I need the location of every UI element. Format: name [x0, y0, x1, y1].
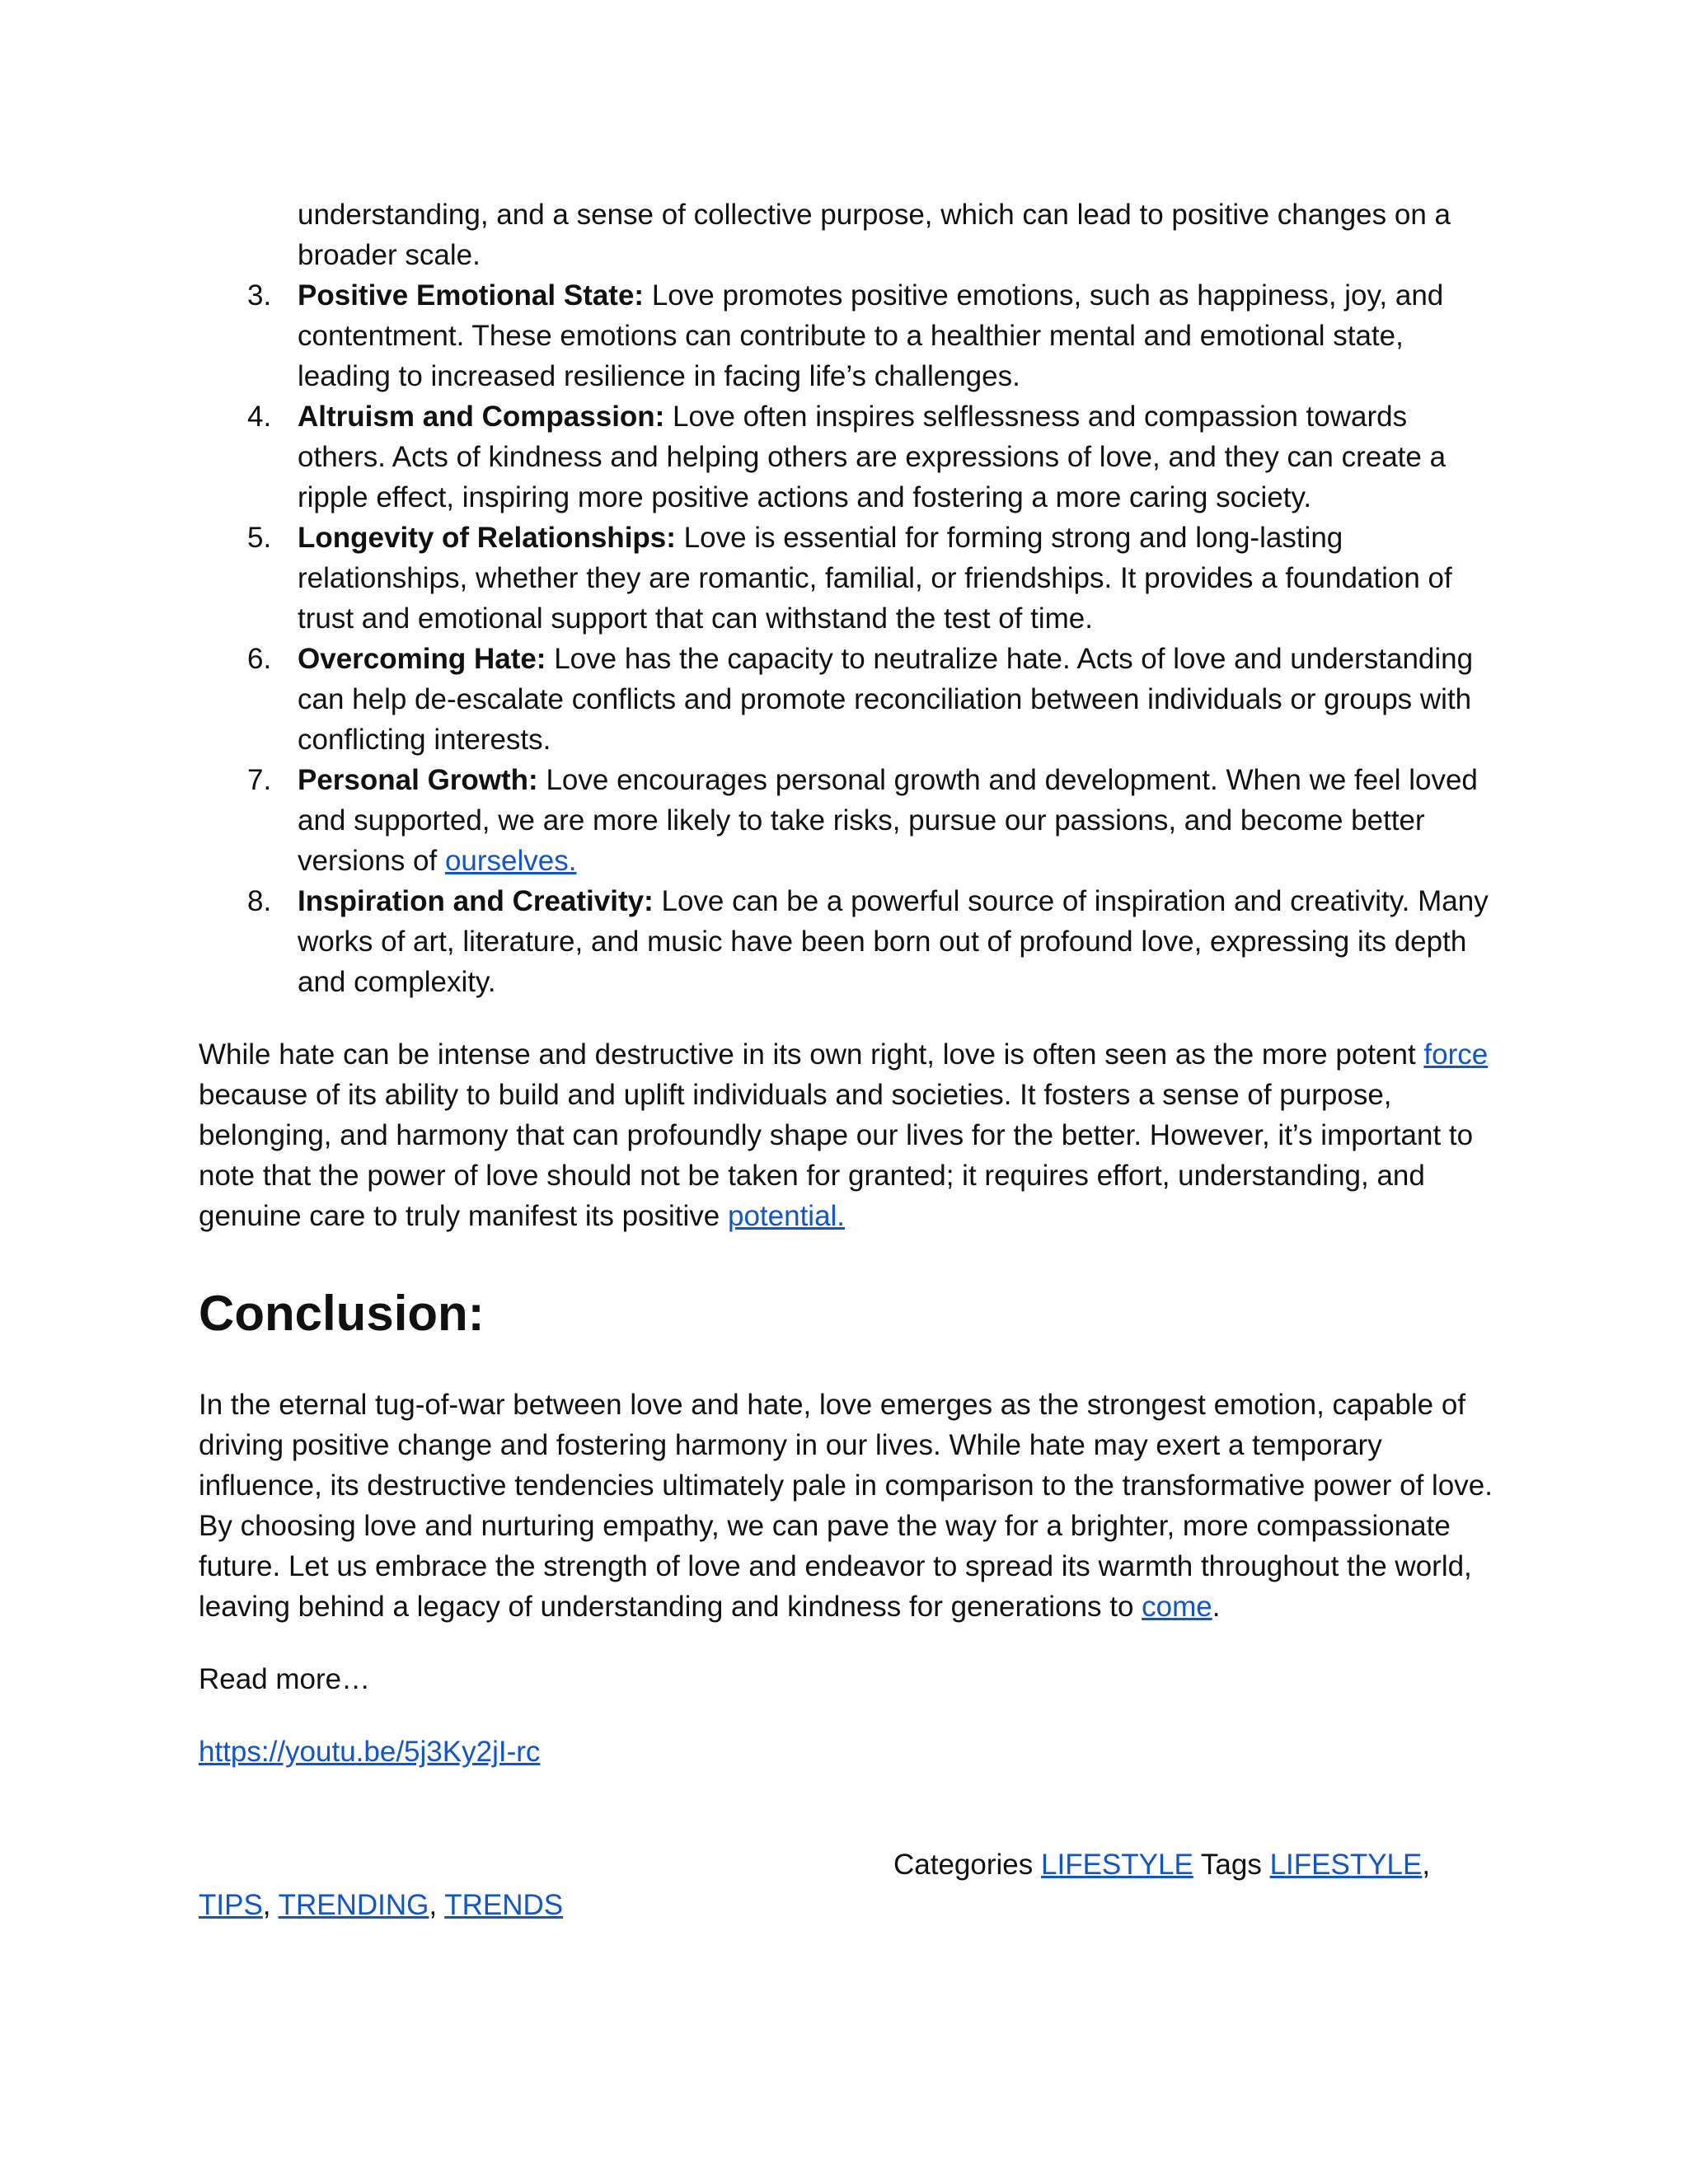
paragraph-text: While hate can be intense and destructive in its own right, love is often seen as the more potent — [199, 1038, 1424, 1071]
tag-separator: , — [1422, 1849, 1431, 1881]
video-link-paragraph — [199, 1732, 1493, 1772]
read-more-text: Read more… — [199, 1663, 371, 1695]
post-categories-tags — [199, 1844, 1493, 1925]
force-link[interactable]: force — [1423, 1038, 1489, 1071]
body-paragraph — [199, 1034, 1493, 1236]
benefits-list — [199, 275, 1493, 1002]
item-title: Altruism and Compassion: — [298, 401, 665, 433]
item-text: Love has the capacity to neutralize hate. Acts of love and understanding can help de-escalate conflicts and promote reconciliation between individuals or groups with conflicting interests. — [298, 643, 1474, 756]
item-text: Love often inspires selflessness and compassion towards others. Acts of kindness and helping others are expressions of love, and they can create a ripple effect, inspiring more positive actions and fostering a more caring society. — [298, 401, 1447, 513]
tag-separator: , — [429, 1889, 438, 1921]
potential-link[interactable]: potential. — [727, 1200, 846, 1232]
item-title: Longevity of Relationships: — [298, 522, 676, 554]
item-text: Love encourages personal growth and development. When we feel loved and supported, we are more likely to take risks, pursue our passions, and become better versions of — [298, 764, 1478, 877]
tag-separator: , — [262, 1889, 271, 1921]
conclusion-heading: Conclusion: — [199, 1286, 485, 1341]
item-text: Love is essential for forming strong and long-lasting relationships, whether they are romantic, familial, or friendships. It provides a foundation of trust and emotional support that can withstand the test of time. — [298, 522, 1452, 635]
conclusion-paragraph — [199, 1385, 1493, 1627]
tags-label: Tags — [1200, 1849, 1262, 1881]
list-item — [199, 518, 1493, 639]
category-link-lifestyle[interactable]: LIFESTYLE — [1041, 1849, 1193, 1881]
list-item — [199, 881, 1493, 1002]
item-title: Positive Emotional State: — [298, 279, 645, 312]
list-number: 8. — [247, 885, 272, 917]
tag-link-tips[interactable]: TIPS — [199, 1889, 263, 1921]
item-text: Love promotes positive emotions, such as happiness, joy, and contentment. These emotions can contribute to a healthier mental and emotional state, leading to increased resilience in facing life’s challenges. — [298, 279, 1444, 392]
item-text: Love can be a powerful source of inspiration and creativity. Many works of art, literature, and music have been born out of profound love, expressing its depth and complexity. — [298, 885, 1489, 998]
list-number: 4. — [247, 401, 272, 433]
item-title: Inspiration and Creativity: — [298, 885, 654, 917]
list-item — [199, 275, 1493, 396]
list-number: 5. — [247, 522, 272, 554]
conclusion-end: . — [1212, 1591, 1221, 1623]
document-page — [199, 194, 1493, 1925]
tag-link-lifestyle[interactable]: LIFESTYLE — [1269, 1849, 1423, 1881]
paragraph-text: because of its ability to build and uplift individuals and societies. It fosters a sense of purpose, belonging, and harmony that can profoundly shape our lives for the better. However, it’s important to note that the power of love should not be taken for granted; it requires effort, understanding, and genuine care to truly manifest its positive — [199, 1079, 1474, 1232]
ourselves-link[interactable]: ourselves. — [444, 845, 577, 877]
item-title: Overcoming Hate: — [298, 643, 546, 675]
categories-label: Categories — [893, 1849, 1034, 1881]
list-item — [199, 396, 1493, 518]
list-number: 3. — [247, 279, 272, 312]
list-item-continuation: understanding, and a sense of collective purpose, which can lead to positive changes on a broader scale. — [298, 199, 1451, 271]
list-item — [199, 639, 1493, 760]
item-title: Personal Growth: — [298, 764, 538, 796]
tag-link-trends[interactable]: TRENDS — [444, 1889, 564, 1921]
list-number: 6. — [247, 643, 272, 675]
tag-link-trending[interactable]: TRENDING — [278, 1889, 429, 1921]
conclusion-text: In the eternal tug-of-war between love and hate, love emerges as the strongest emotion, capable of driving positive change and fostering harmony in our lives. While hate may exert a temporary influence, its destructive tendencies ultimately pale in comparison to the transformative power of love. By choosing love and nurturing empathy, we can pave the way for a brighter, more compassionate future. Let us embrace the strength of love and endeavor to spread its warmth throughout the world, leaving behind a legacy of understanding and kindness for generations to — [199, 1389, 1493, 1623]
list-item — [199, 760, 1493, 881]
list-number: 7. — [247, 764, 272, 796]
come-link[interactable]: come — [1142, 1591, 1212, 1623]
youtube-link[interactable]: https://youtu.be/5j3Ky2jI-rc — [199, 1736, 541, 1768]
